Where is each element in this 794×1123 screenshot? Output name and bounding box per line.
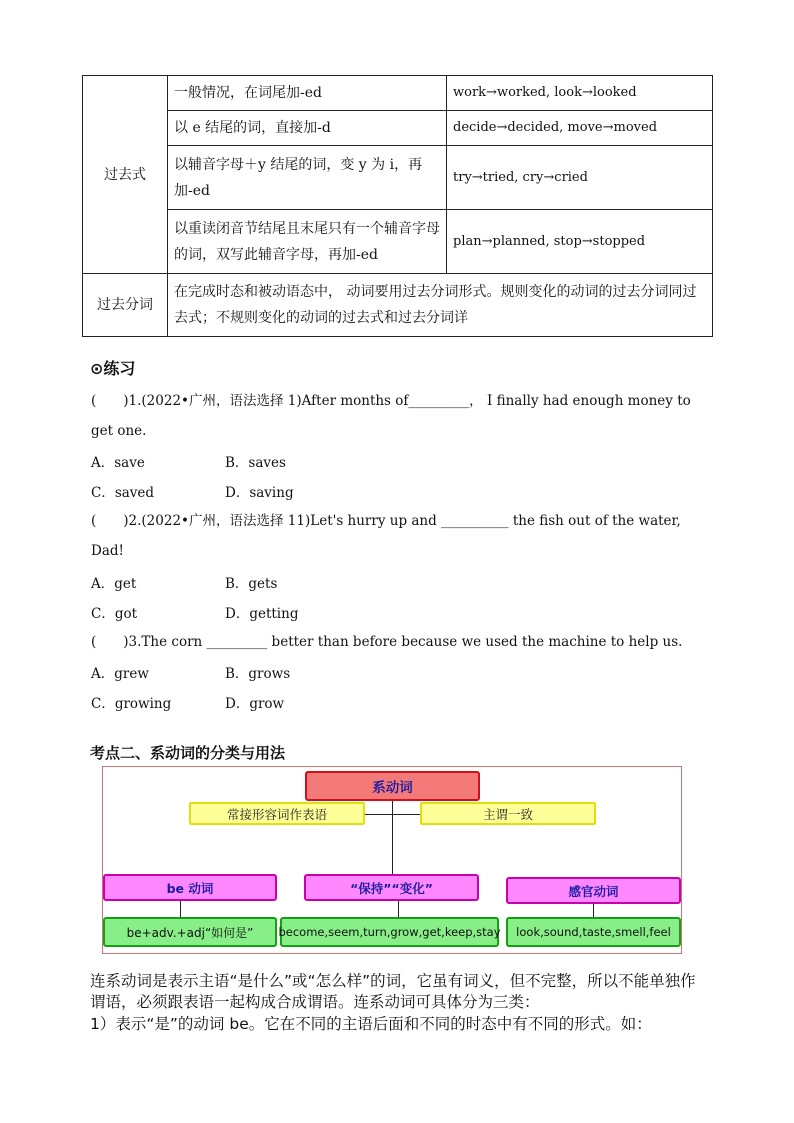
q3-option-d: D．grow [225,696,285,712]
diagram-example-sense: look,sound,taste,smell,feel [506,917,681,947]
question-1-stem: ( )1.(2022•广州，语法选择 1)After months of_________， I finally had enough money to [91,393,691,409]
example-cell: try→tried, cry→cried [447,146,713,210]
past-tense-rules-table [82,75,713,337]
q2-option-a: A．get [91,576,137,592]
q3-option-b: B．grows [225,666,291,682]
rule-cell: 以辅音字母＋y 结尾的词，变 y 为 i，再加-ed [168,146,447,210]
connector-line [180,900,181,918]
diagram-note-left: 常接形容词作表语 [189,802,365,825]
rule-cell: 以重读闭音节结尾且末尾只有一个辅音字母的词，双写此辅音字母，再加-ed [168,210,447,274]
diagram-category-sense: 感官动词 [506,877,681,904]
question-3-stem: ( )3.The corn _________ better than before because we used the machine to help us. [91,634,683,650]
q2-option-d: D．getting [225,606,299,622]
q2-option-c: C．got [91,606,138,622]
rule-cell: 一般情况，在词尾加-ed [168,76,447,111]
q1-option-d: D．saving [225,485,294,501]
connector-line [398,900,399,918]
connector-line [392,795,393,875]
q1-option-b: B．saves [225,455,286,471]
example-cell: work→worked, look→looked [447,76,713,111]
linking-verb-diagram [102,766,682,954]
example-cell: decide→decided, move→moved [447,111,713,146]
question-1-stem-cont: get one. [91,423,147,439]
q3-option-a: A．grew [91,666,149,682]
diagram-root: 系动词 [305,771,480,801]
q1-option-c: C．saved [91,485,155,501]
diagram-note-right: 主谓一致 [420,802,596,825]
q2-option-b: B．gets [225,576,278,592]
q3-option-c: C．growing [91,696,172,712]
past-participle-text: 在完成时态和被动语态中， 动词要用过去分词形式。规则变化的动词的过去分词同过去式；不规则变化的动词的过去式和过去分词详 [168,274,713,337]
diagram-example-be: be+adv.+adj“如何是” [103,917,277,947]
example-cell: plan→planned, stop→stopped [447,210,713,274]
past-tense-label: 过去式 [83,76,168,274]
practice-heading: ⊙练习 [90,359,136,378]
question-2-stem-cont: Dad! [91,543,124,559]
past-participle-label: 过去分词 [83,274,168,337]
rule-cell: 以 e 结尾的词，直接加-d [168,111,447,146]
linking-verb-point-1: 1）表示“是”的动词 be。它在不同的主语后面和不同的时态中有不同的形式。如： [90,1015,652,1033]
linking-verb-intro: 连系动词是表示主语“是什么”或“怎么样”的词，它虽有词义，但不完整，所以不能单独作谓语，必须跟表语一起构成合成谓语。连系动词可具体分为三类： [90,972,696,1011]
diagram-category-be: be 动词 [103,874,277,901]
question-2-stem: ( )2.(2022•广州，语法选择 11)Let's hurry up and __________ the fish out of the water, [91,513,681,529]
diagram-example-keep-change: become,seem,turn,grow,get,keep,stay [280,917,499,947]
diagram-category-keep-change: “保持”“变化” [304,874,479,901]
section-heading: 考点二、系动词的分类与用法 [90,744,286,762]
connector-line [593,902,594,918]
q1-option-a: A．save [91,455,145,471]
